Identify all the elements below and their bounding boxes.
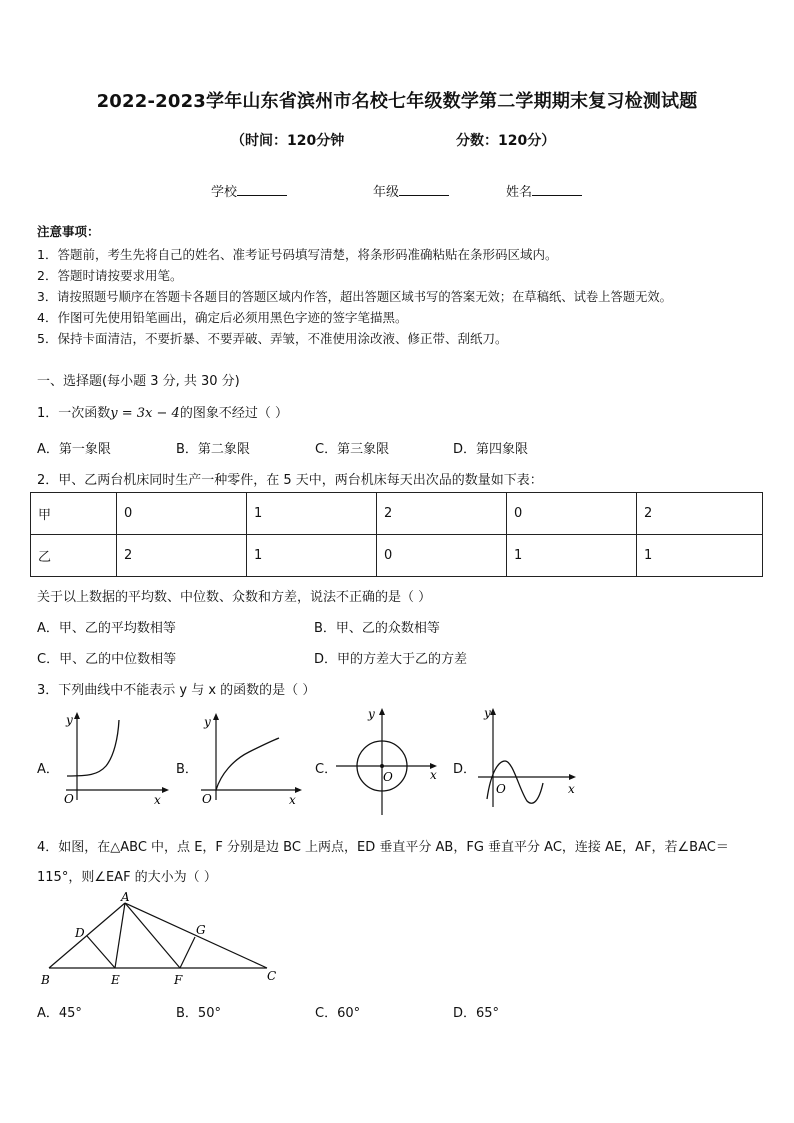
y-axis-arrow-icon <box>490 708 496 715</box>
table-cell: 0 <box>117 493 247 535</box>
q4-option-a: A．45° <box>37 1006 82 1021</box>
section-heading: 一、选择题(每小题 3 分, 共 30 分) <box>37 374 240 389</box>
q2-option-b: B．甲、乙的众数相等 <box>314 621 440 636</box>
x-axis-arrow-icon <box>162 787 169 793</box>
triangle-figure <box>35 890 285 990</box>
x-axis-arrow-icon <box>569 774 576 780</box>
x-label: x <box>289 793 296 807</box>
q2-question: 关于以上数据的平均数、中位数、众数和方差，说法不正确的是（ ） <box>37 590 432 605</box>
q3-option-c: C． <box>315 762 338 777</box>
defects-table <box>30 492 763 577</box>
note-item: 5．保持卡面清洁，不要折暴、不要弄破、弄皱，不准使用涂改液、修正带、刮纸刀。 <box>37 331 508 346</box>
y-axis-arrow-icon <box>379 708 385 715</box>
graph-c <box>330 703 445 823</box>
q1-option-c: C．第三象限 <box>315 442 390 457</box>
q1-prefix: 1．一次函数 <box>37 406 111 421</box>
center-dot <box>380 764 384 768</box>
y-label: y <box>484 706 491 720</box>
question-1 <box>37 402 288 421</box>
graph-b <box>193 710 308 810</box>
name-blank <box>532 183 582 196</box>
table-cell: 1 <box>507 535 637 577</box>
name-field <box>506 181 582 200</box>
q1-formula: y = 3x − 4 <box>110 406 180 421</box>
school-blank <box>237 183 287 196</box>
q2-option-c: C．甲、乙的中位数相等 <box>37 652 177 667</box>
table-cell: 0 <box>377 535 507 577</box>
table-cell: 1 <box>247 535 377 577</box>
question-4-line1: 4．如图，在△ABC 中，点 E，F 分别是边 BC 上两点，ED 垂直平分 AB，FG 垂直平分 AC，连接 AE，AF，若∠BAC＝ <box>37 840 729 855</box>
q3-option-a: A． <box>37 762 59 777</box>
name-label: 姓名 <box>506 185 533 200</box>
y-axis-arrow-icon <box>74 712 80 719</box>
table-row <box>31 493 763 535</box>
origin-label: O <box>202 792 212 806</box>
note-item: 4．作图可先使用铅笔画出，确定后必须用黑色字迹的签字笔描黑。 <box>37 310 408 325</box>
segment-af <box>125 903 180 968</box>
grade-label: 年级 <box>373 185 400 200</box>
side-ab <box>49 903 125 968</box>
x-label: x <box>430 768 437 782</box>
table-cell: 1 <box>637 535 763 577</box>
x-label: x <box>568 782 575 796</box>
q1-option-d: D．第四象限 <box>453 442 529 457</box>
school-field <box>211 181 287 200</box>
origin-label: O <box>64 792 74 806</box>
q4-option-b: B．50° <box>176 1006 221 1021</box>
graph-a <box>58 710 173 810</box>
label-f: F <box>174 973 183 987</box>
exam-score: 分数：120分） <box>456 133 556 149</box>
q4-option-d: D．65° <box>453 1006 500 1021</box>
table-cell: 2 <box>377 493 507 535</box>
question-2: 2．甲、乙两台机床同时生产一种零件，在 5 天中，两台机床每天出次品的数量如下表： <box>37 473 543 488</box>
table-cell: 甲 <box>31 493 117 535</box>
q3-option-d: D． <box>453 762 477 777</box>
graph-d <box>473 703 588 813</box>
y-label: y <box>368 707 375 721</box>
label-e: E <box>111 973 120 987</box>
segment-fg <box>180 937 195 968</box>
question-3: 3．下列曲线中不能表示 y 与 x 的函数的是（ ） <box>37 683 316 698</box>
label-b: B <box>41 973 50 987</box>
table-cell: 0 <box>507 493 637 535</box>
table-cell: 2 <box>637 493 763 535</box>
x-axis-arrow-icon <box>295 787 302 793</box>
label-g: G <box>196 923 206 937</box>
table-cell: 1 <box>247 493 377 535</box>
table-cell: 2 <box>117 535 247 577</box>
x-label: x <box>154 793 161 807</box>
q2-option-a: A．甲、乙的平均数相等 <box>37 621 176 636</box>
y-label: y <box>204 715 211 729</box>
school-label: 学校 <box>211 185 238 200</box>
note-item: 3．请按照题号顺序在答题卡各题目的答题区域内作答，超出答题区域书写的答案无效；在草稿纸、试卷上答题无效。 <box>37 290 672 304</box>
grade-field <box>373 181 449 200</box>
q1-option-b: B．第二象限 <box>176 442 250 457</box>
y-axis-arrow-icon <box>213 713 219 720</box>
segment-ae <box>115 903 125 968</box>
table-row <box>31 535 763 577</box>
label-c: C <box>267 969 277 983</box>
curve <box>67 720 119 776</box>
grade-blank <box>399 183 449 196</box>
notes-heading: 注意事项： <box>37 224 100 239</box>
table-cell: 乙 <box>31 535 117 577</box>
q1-suffix: 的图象不经过（ ） <box>179 406 288 421</box>
q3-option-b: B． <box>176 762 198 777</box>
label-d: D <box>75 926 85 940</box>
q2-option-d: D．甲的方差大于乙的方差 <box>314 652 468 667</box>
segment-de <box>87 936 115 968</box>
question-4-line2: 115°，则∠EAF 的大小为（ ） <box>37 870 217 885</box>
page-title: 2022-2023学年山东省滨州市名校七年级数学第二学期期末复习检测试题 <box>96 91 698 112</box>
exam-time: （时间：120分钟 <box>231 133 345 149</box>
q4-option-c: C．60° <box>315 1006 361 1021</box>
origin-label: O <box>496 782 506 796</box>
origin-label: O <box>383 770 393 784</box>
q1-option-a: A．第一象限 <box>37 442 111 457</box>
label-a: A <box>121 890 130 904</box>
y-label: y <box>66 713 73 727</box>
note-item: 1．答题前，考生先将自己的姓名、准考证号码填写清楚，将条形码准确粘贴在条形码区域内。 <box>37 247 558 262</box>
curve <box>216 738 279 790</box>
note-item: 2．答题时请按要求用笔。 <box>37 268 183 283</box>
